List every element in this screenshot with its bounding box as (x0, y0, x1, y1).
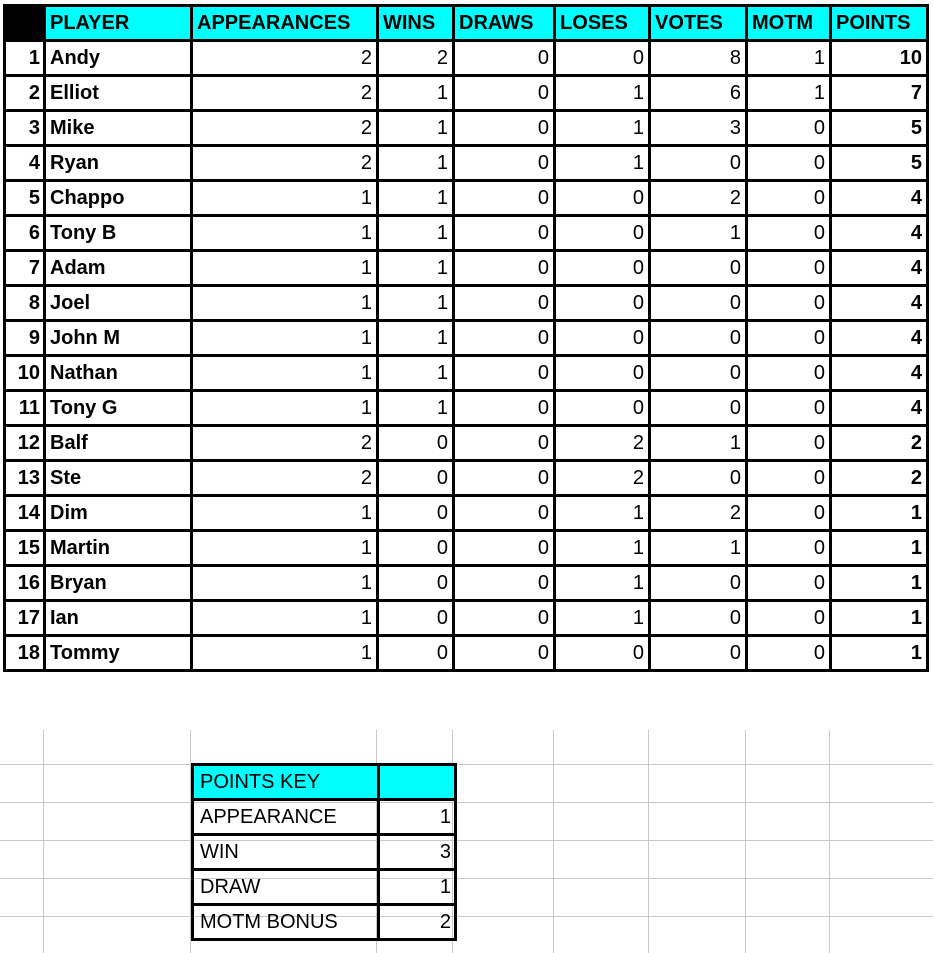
corner-cell[interactable] (5, 6, 45, 41)
rank-cell[interactable]: 14 (5, 496, 45, 531)
points-key-value[interactable]: 2 (379, 905, 456, 940)
rank-cell[interactable]: 8 (5, 286, 45, 321)
points-cell[interactable]: 10 (831, 41, 928, 76)
header-motm[interactable]: MOTM (747, 6, 831, 41)
wins-cell[interactable]: 0 (378, 601, 454, 636)
appearances-cell[interactable]: 1 (192, 321, 378, 356)
table-row (5, 356, 928, 391)
player-cell[interactable]: Andy (45, 41, 192, 76)
table-row (5, 426, 928, 461)
loses-cell[interactable]: 1 (555, 111, 650, 146)
player-cell[interactable]: John M (45, 321, 192, 356)
table-row (5, 636, 928, 671)
motm-cell[interactable]: 0 (747, 216, 831, 251)
wins-cell[interactable]: 1 (378, 321, 454, 356)
loses-cell[interactable]: 0 (555, 181, 650, 216)
points-cell[interactable]: 7 (831, 76, 928, 111)
votes-cell[interactable]: 0 (650, 146, 747, 181)
motm-cell[interactable]: 0 (747, 146, 831, 181)
votes-cell[interactable]: 0 (650, 636, 747, 671)
motm-cell[interactable]: 0 (747, 286, 831, 321)
draws-cell[interactable]: 0 (454, 321, 555, 356)
header-votes[interactable]: VOTES (650, 6, 747, 41)
appearances-cell[interactable]: 2 (192, 111, 378, 146)
loses-cell[interactable]: 0 (555, 41, 650, 76)
votes-cell[interactable]: 1 (650, 216, 747, 251)
rank-cell[interactable]: 2 (5, 76, 45, 111)
loses-cell[interactable]: 1 (555, 76, 650, 111)
draws-cell[interactable]: 0 (454, 251, 555, 286)
votes-cell[interactable]: 3 (650, 111, 747, 146)
votes-cell[interactable]: 1 (650, 426, 747, 461)
wins-cell[interactable]: 1 (378, 391, 454, 426)
rank-cell[interactable]: 12 (5, 426, 45, 461)
appearances-cell[interactable]: 1 (192, 391, 378, 426)
table-row (5, 111, 928, 146)
player-cell[interactable]: Ian (45, 601, 192, 636)
votes-cell[interactable]: 0 (650, 391, 747, 426)
table-row (5, 216, 928, 251)
loses-cell[interactable]: 1 (555, 496, 650, 531)
motm-cell[interactable]: 0 (747, 566, 831, 601)
motm-cell[interactable]: 0 (747, 321, 831, 356)
header-draws[interactable]: DRAWS (454, 6, 555, 41)
wins-cell[interactable]: 0 (378, 496, 454, 531)
motm-cell[interactable]: 1 (747, 41, 831, 76)
motm-cell[interactable]: 0 (747, 181, 831, 216)
points-cell[interactable]: 4 (831, 181, 928, 216)
loses-cell[interactable]: 2 (555, 461, 650, 496)
wins-cell[interactable]: 0 (378, 461, 454, 496)
appearances-cell[interactable]: 1 (192, 251, 378, 286)
draws-cell[interactable]: 0 (454, 426, 555, 461)
points-key-label[interactable]: WIN (193, 835, 379, 870)
player-cell[interactable]: Tony B (45, 216, 192, 251)
points-key-row (193, 870, 456, 905)
table-row (5, 391, 928, 426)
table-row (5, 76, 928, 111)
appearances-cell[interactable]: 2 (192, 41, 378, 76)
points-cell[interactable]: 4 (831, 286, 928, 321)
loses-cell[interactable]: 0 (555, 356, 650, 391)
header-loses[interactable]: LOSES (555, 6, 650, 41)
table-row (5, 286, 928, 321)
motm-cell[interactable]: 0 (747, 111, 831, 146)
appearances-cell[interactable]: 1 (192, 566, 378, 601)
appearances-cell[interactable]: 2 (192, 76, 378, 111)
rank-cell[interactable]: 13 (5, 461, 45, 496)
motm-cell[interactable]: 0 (747, 531, 831, 566)
votes-cell[interactable]: 8 (650, 41, 747, 76)
votes-cell[interactable]: 0 (650, 566, 747, 601)
rank-cell[interactable]: 18 (5, 636, 45, 671)
motm-cell[interactable]: 1 (747, 76, 831, 111)
loses-cell[interactable]: 1 (555, 601, 650, 636)
draws-cell[interactable]: 0 (454, 111, 555, 146)
wins-cell[interactable]: 0 (378, 531, 454, 566)
table-row (5, 531, 928, 566)
draws-cell[interactable]: 0 (454, 496, 555, 531)
player-cell[interactable]: Tony G (45, 391, 192, 426)
rank-cell[interactable]: 3 (5, 111, 45, 146)
draws-cell[interactable]: 0 (454, 636, 555, 671)
motm-cell[interactable]: 0 (747, 601, 831, 636)
votes-cell[interactable]: 0 (650, 321, 747, 356)
rank-cell[interactable]: 4 (5, 146, 45, 181)
votes-cell[interactable]: 0 (650, 251, 747, 286)
wins-cell[interactable]: 0 (378, 426, 454, 461)
rank-cell[interactable]: 7 (5, 251, 45, 286)
player-cell[interactable]: Mike (45, 111, 192, 146)
league-table (3, 4, 929, 672)
points-key-row (193, 835, 456, 870)
votes-cell[interactable]: 2 (650, 181, 747, 216)
points-cell[interactable]: 1 (831, 531, 928, 566)
draws-cell[interactable]: 0 (454, 286, 555, 321)
player-cell[interactable]: Dim (45, 496, 192, 531)
player-cell[interactable]: Adam (45, 251, 192, 286)
draws-cell[interactable]: 0 (454, 216, 555, 251)
table-row (5, 601, 928, 636)
draws-cell[interactable]: 0 (454, 391, 555, 426)
points-key-title[interactable]: POINTS KEY (193, 765, 379, 800)
motm-cell[interactable]: 0 (747, 391, 831, 426)
wins-cell[interactable]: 0 (378, 636, 454, 671)
wins-cell[interactable]: 1 (378, 356, 454, 391)
header-points[interactable]: POINTS (831, 6, 928, 41)
appearances-cell[interactable]: 1 (192, 601, 378, 636)
appearances-cell[interactable]: 1 (192, 181, 378, 216)
rank-cell[interactable]: 17 (5, 601, 45, 636)
draws-cell[interactable]: 0 (454, 146, 555, 181)
draws-cell[interactable]: 0 (454, 566, 555, 601)
points-key-value[interactable]: 1 (379, 800, 456, 835)
loses-cell[interactable]: 0 (555, 321, 650, 356)
points-key-value[interactable]: 3 (379, 835, 456, 870)
player-cell[interactable]: Balf (45, 426, 192, 461)
wins-cell[interactable]: 1 (378, 251, 454, 286)
table-row (5, 146, 928, 181)
rank-cell[interactable]: 5 (5, 181, 45, 216)
header-appearances[interactable]: APPEARANCES (192, 6, 378, 41)
player-cell[interactable]: Chappo (45, 181, 192, 216)
draws-cell[interactable]: 0 (454, 181, 555, 216)
points-key-label[interactable]: APPEARANCE (193, 800, 379, 835)
player-cell[interactable]: Tommy (45, 636, 192, 671)
motm-cell[interactable]: 0 (747, 636, 831, 671)
motm-cell[interactable]: 0 (747, 426, 831, 461)
points-cell[interactable]: 2 (831, 426, 928, 461)
loses-cell[interactable]: 0 (555, 636, 650, 671)
wins-cell[interactable]: 1 (378, 146, 454, 181)
table-row (5, 41, 928, 76)
points-key-row (193, 905, 456, 940)
wins-cell[interactable]: 1 (378, 286, 454, 321)
table-row (5, 496, 928, 531)
points-cell[interactable]: 5 (831, 111, 928, 146)
player-cell[interactable]: Martin (45, 531, 192, 566)
header-player[interactable]: PLAYER (45, 6, 192, 41)
draws-cell[interactable]: 0 (454, 76, 555, 111)
rank-cell[interactable]: 6 (5, 216, 45, 251)
votes-cell[interactable]: 0 (650, 461, 747, 496)
motm-cell[interactable]: 0 (747, 496, 831, 531)
wins-cell[interactable]: 1 (378, 76, 454, 111)
player-cell[interactable]: Ryan (45, 146, 192, 181)
loses-cell[interactable]: 0 (555, 216, 650, 251)
points-cell[interactable]: 1 (831, 496, 928, 531)
appearances-cell[interactable]: 2 (192, 146, 378, 181)
header-wins[interactable]: WINS (378, 6, 454, 41)
player-cell[interactable]: Nathan (45, 356, 192, 391)
points-cell[interactable]: 4 (831, 251, 928, 286)
draws-cell[interactable]: 0 (454, 601, 555, 636)
votes-cell[interactable]: 2 (650, 496, 747, 531)
points-key-header (193, 765, 456, 800)
motm-cell[interactable]: 0 (747, 461, 831, 496)
table-row (5, 251, 928, 286)
votes-cell[interactable]: 0 (650, 286, 747, 321)
wins-cell[interactable]: 2 (378, 41, 454, 76)
points-cell[interactable]: 1 (831, 566, 928, 601)
rank-cell[interactable]: 11 (5, 391, 45, 426)
player-cell[interactable]: Ste (45, 461, 192, 496)
table-row (5, 461, 928, 496)
loses-cell[interactable]: 1 (555, 531, 650, 566)
votes-cell[interactable]: 1 (650, 531, 747, 566)
draws-cell[interactable]: 0 (454, 356, 555, 391)
points-key-label[interactable]: MOTM BONUS (193, 905, 379, 940)
points-cell[interactable]: 1 (831, 601, 928, 636)
player-cell[interactable]: Elliot (45, 76, 192, 111)
points-key-row (193, 800, 456, 835)
table-row (5, 566, 928, 601)
appearances-cell[interactable]: 1 (192, 531, 378, 566)
points-cell[interactable]: 2 (831, 461, 928, 496)
wins-cell[interactable]: 1 (378, 216, 454, 251)
appearances-cell[interactable]: 1 (192, 286, 378, 321)
appearances-cell[interactable]: 2 (192, 461, 378, 496)
points-cell[interactable]: 4 (831, 321, 928, 356)
loses-cell[interactable]: 1 (555, 146, 650, 181)
points-key-table (191, 763, 457, 941)
appearances-cell[interactable]: 2 (192, 426, 378, 461)
wins-cell[interactable]: 1 (378, 181, 454, 216)
points-key-label[interactable]: DRAW (193, 870, 379, 905)
wins-cell[interactable]: 1 (378, 111, 454, 146)
points-cell[interactable]: 4 (831, 356, 928, 391)
points-cell[interactable]: 4 (831, 391, 928, 426)
draws-cell[interactable]: 0 (454, 461, 555, 496)
loses-cell[interactable]: 2 (555, 426, 650, 461)
loses-cell[interactable]: 0 (555, 391, 650, 426)
header-row (5, 6, 928, 41)
appearances-cell[interactable]: 1 (192, 496, 378, 531)
appearances-cell[interactable]: 1 (192, 636, 378, 671)
loses-cell[interactable]: 0 (555, 286, 650, 321)
votes-cell[interactable]: 0 (650, 356, 747, 391)
loses-cell[interactable]: 0 (555, 251, 650, 286)
rank-cell[interactable]: 9 (5, 321, 45, 356)
appearances-cell[interactable]: 1 (192, 356, 378, 391)
points-key-header-blank[interactable] (379, 765, 456, 800)
rank-cell[interactable]: 15 (5, 531, 45, 566)
table-row (5, 181, 928, 216)
draws-cell[interactable]: 0 (454, 531, 555, 566)
rank-cell[interactable]: 16 (5, 566, 45, 601)
appearances-cell[interactable]: 1 (192, 216, 378, 251)
votes-cell[interactable]: 0 (650, 601, 747, 636)
points-cell[interactable]: 4 (831, 216, 928, 251)
points-key-value[interactable]: 1 (379, 870, 456, 905)
motm-cell[interactable]: 0 (747, 356, 831, 391)
points-cell[interactable]: 1 (831, 636, 928, 671)
points-cell[interactable]: 5 (831, 146, 928, 181)
rank-cell[interactable]: 1 (5, 41, 45, 76)
draws-cell[interactable]: 0 (454, 41, 555, 76)
player-cell[interactable]: Joel (45, 286, 192, 321)
player-cell[interactable]: Bryan (45, 566, 192, 601)
motm-cell[interactable]: 0 (747, 251, 831, 286)
table-row (5, 321, 928, 356)
votes-cell[interactable]: 6 (650, 76, 747, 111)
loses-cell[interactable]: 1 (555, 566, 650, 601)
rank-cell[interactable]: 10 (5, 356, 45, 391)
wins-cell[interactable]: 0 (378, 566, 454, 601)
